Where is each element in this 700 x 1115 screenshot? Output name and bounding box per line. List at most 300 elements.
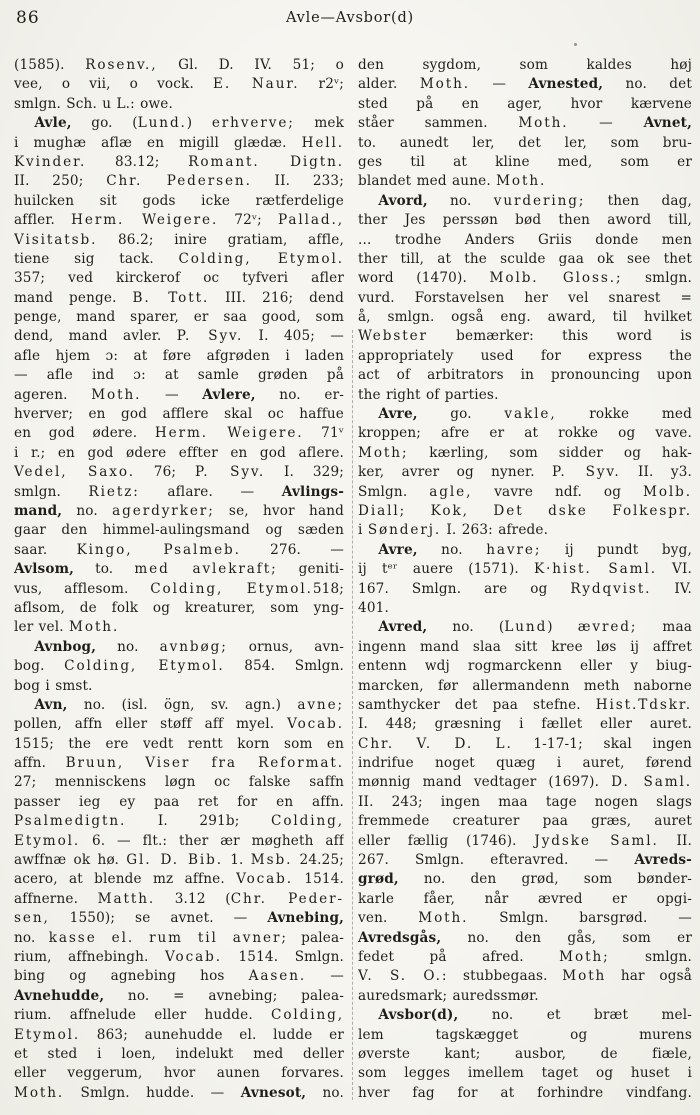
text-segment: sen, [14, 910, 50, 927]
text-segment: smlgn. [622, 270, 692, 287]
text-line [14, 541, 344, 560]
text-segment: no. [14, 929, 49, 946]
text-line [14, 250, 344, 269]
headword: Avre, [378, 541, 418, 558]
text-line [14, 948, 344, 967]
text-segment: go. [417, 406, 505, 423]
text-line [14, 231, 344, 250]
text-segment: to. [74, 561, 135, 578]
text-segment: Colding, Etymol. [64, 658, 225, 675]
text-segment: II. [658, 832, 692, 849]
text-segment: 276. — [240, 541, 345, 558]
text-segment: Vocab. [165, 948, 222, 965]
text-segment: Rietz: [88, 483, 140, 500]
text-line [358, 366, 692, 385]
text-segment: som legges imellem taget og huset i [358, 1065, 692, 1082]
text-line [14, 308, 344, 327]
text-segment: 83.12; [86, 153, 189, 170]
text-line [14, 793, 344, 812]
text-line [14, 269, 344, 288]
headword: Avred, [378, 619, 428, 636]
text-line [358, 1026, 692, 1045]
text-segment: Smlgn. hudde. — [64, 1084, 241, 1101]
text-segment: B. Tott. [132, 289, 210, 306]
text-line [14, 521, 344, 540]
text-segment: se, hvor hand [214, 502, 344, 519]
text-line [14, 502, 344, 521]
text-segment: Aasen. [248, 968, 307, 985]
headword: Avord, [378, 192, 428, 209]
text-segment: Smlgn. [358, 483, 430, 500]
text-columns [14, 56, 692, 1103]
text-segment: 1-17-1; skal ingen [512, 735, 692, 752]
headword: Avlings- [281, 483, 345, 500]
text-segment: Psalmedigtn. [14, 813, 127, 830]
text-segment: affnerne. [14, 890, 98, 907]
text-line [14, 75, 344, 94]
text-segment: Moth. [69, 619, 120, 636]
text-line [358, 289, 692, 308]
text-line [358, 114, 692, 133]
headword: Avnebing, [267, 910, 345, 927]
text-line [14, 967, 344, 986]
text-segment: Etymol. [14, 1026, 81, 1043]
text-line [358, 269, 692, 288]
text-segment: indrifue noget quæg i auret, førend [358, 755, 692, 772]
text-segment: hverver; en god afflere skal oc haffue [14, 406, 345, 423]
text-segment: Moth; [559, 948, 610, 965]
text-line [14, 114, 344, 133]
text-segment: Webster [358, 328, 428, 345]
text-segment: II. 250; [14, 173, 107, 190]
text-segment: no. den grød, som bønder- [398, 871, 692, 888]
text-segment: E. Naur. [213, 76, 300, 93]
text-segment: vurdering; [493, 192, 586, 209]
text-segment: Moth [562, 968, 607, 985]
text-segment: — [141, 386, 203, 403]
text-segment: mønnig mand vedtager (1697). [358, 774, 612, 791]
text-segment: word (1470). [358, 270, 490, 287]
headword: Avreds- [634, 852, 692, 869]
headword: Avnet, [643, 115, 692, 132]
text-segment: Vocab. [287, 716, 345, 733]
text-segment: acero, at blende mz affne. [14, 871, 237, 888]
text-segment: afle hjem ɔ: at føre afgrøden i laden [14, 347, 345, 364]
text-segment: 86.2; inire gratiam, affle, [97, 231, 345, 248]
text-segment: penge, mand sparer, er saa good, som [14, 309, 345, 326]
text-segment: Kingo, Psalmeb. [76, 541, 241, 558]
text-line [14, 386, 344, 405]
text-segment: tiene sig tack. [14, 250, 179, 267]
text-line [14, 812, 344, 831]
text-segment: 357; ved kirckerof oc tyfveri afler [14, 270, 345, 287]
text-line [358, 987, 692, 1006]
text-line [14, 715, 344, 734]
text-segment: erhverve; [211, 115, 295, 132]
text-segment: hver fag for at forhindre vindfang. [358, 1084, 692, 1101]
text-segment: har også [606, 968, 692, 985]
text-segment: aflare. — [139, 483, 282, 500]
text-segment: Moth. [518, 115, 569, 132]
text-segment: auredsmark; auredssmør. [358, 987, 539, 1004]
text-segment: Jydske Saml. [534, 832, 659, 849]
text-segment: ståer sammen. [358, 115, 519, 132]
text-segment: — afle ind ɔ: at samle grøden på [14, 367, 345, 384]
text-segment: no. [96, 638, 160, 655]
headword: Avsbor(d), [378, 1007, 459, 1024]
text-segment: mek [294, 115, 345, 132]
text-segment: kasse el. rum til avner; [48, 929, 288, 946]
text-segment: appropriately used for express the [358, 347, 692, 364]
text-segment: øverste kant; ausbor, de fiæle, [358, 1045, 692, 1062]
text-segment: 1515; the ere vedt rentt korn som en [14, 735, 345, 752]
text-segment: Rosenv., [85, 57, 158, 73]
text-line [358, 347, 692, 366]
text-segment: no. et bræt mel- [458, 1007, 692, 1024]
text-line [358, 696, 692, 715]
text-segment: no. [417, 541, 487, 558]
running-title: Avle—Avsbor(d) [285, 10, 415, 26]
text-segment: ... trodhe Anders Griis donde men [358, 231, 692, 248]
text-segment: stubbegaas. [448, 968, 563, 985]
text-segment: blandet med aune. [358, 173, 497, 190]
text-segment: den sygdom, som kaldes høj [358, 57, 692, 73]
text-segment: saar. [14, 541, 77, 558]
text-segment: eller veggerum, hvor aunen forvares. [14, 1065, 345, 1082]
text-segment: affler. [14, 212, 72, 229]
text-line [358, 773, 692, 792]
text-segment: vus, afflesom. [14, 580, 151, 597]
scan-speck [574, 43, 577, 46]
text-segment: I. 291b; [126, 813, 272, 830]
text-line [358, 754, 692, 773]
text-segment: fedet på afred. [358, 948, 560, 965]
text-segment: P. Syv. [176, 328, 244, 345]
text-segment: vavre ndf. og [472, 483, 643, 500]
text-line [358, 172, 692, 191]
text-segment: K·hist. Saml. [533, 561, 657, 578]
text-segment: 3.12 ( [155, 890, 231, 907]
text-line [14, 172, 344, 191]
text-segment: pollen, affn eller støff aff myel. [14, 716, 288, 733]
text-segment: Moth. [418, 910, 469, 927]
text-line [358, 1084, 692, 1103]
text-line [14, 735, 344, 754]
text-segment: 1550); se avnet. — [49, 910, 268, 927]
text-segment: II. 233; [251, 173, 344, 190]
text-segment: aflsom, de folk og kreaturer, som yng- [14, 599, 345, 616]
text-segment: rokke med [556, 406, 692, 423]
text-segment: ij pundt byg, [541, 541, 692, 558]
text-line [358, 638, 692, 657]
text-segment: palea- [287, 929, 345, 946]
text-line [14, 909, 344, 928]
text-segment: havre; [486, 541, 542, 558]
text-line [358, 909, 692, 928]
text-line [14, 870, 344, 889]
text-line [358, 599, 692, 618]
text-line [358, 192, 692, 211]
text-segment: Moth. [496, 173, 547, 190]
text-line [14, 56, 344, 75]
text-segment: Smlgn. barsgrød. — [468, 910, 692, 927]
text-line [14, 851, 344, 870]
text-segment: Kvinder. [14, 153, 87, 170]
text-line [14, 444, 344, 463]
text-segment: 267. Smlgn. efteravred. — [358, 852, 635, 869]
text-line [14, 424, 344, 443]
text-segment: 72ᵛ; [218, 212, 278, 229]
text-segment: ler vel. [14, 619, 70, 636]
text-segment: 1514. [293, 871, 344, 888]
text-line [358, 832, 692, 851]
text-segment: — [568, 115, 644, 132]
text-line [358, 95, 692, 114]
text-segment: alder. [358, 76, 420, 93]
text-segment: Visitatsb. [14, 231, 98, 248]
text-line [358, 250, 692, 269]
page-header [0, 6, 700, 36]
text-segment: ges til at kline med, som er [358, 153, 692, 170]
text-segment: II. 243; ingen maa tage nogen slags [358, 793, 692, 810]
headword: Avnested, [528, 76, 604, 93]
text-line [14, 347, 344, 366]
text-segment: I. 405; — [243, 328, 345, 345]
text-segment: eller fællig (1746). [358, 832, 535, 849]
text-segment: mand penge. [14, 289, 133, 306]
text-line [14, 580, 344, 599]
text-line [358, 502, 692, 521]
text-segment: no. [427, 192, 494, 209]
text-segment: geniti- [277, 561, 344, 578]
text-line [358, 735, 692, 754]
text-segment: V. S. O.: [358, 968, 449, 985]
text-line [358, 211, 692, 230]
headword: Avredsgås, [358, 929, 442, 946]
text-segment: i [358, 522, 368, 539]
text-line [358, 812, 692, 831]
text-line [358, 521, 692, 540]
text-line [358, 231, 692, 250]
text-segment: ) [186, 115, 212, 132]
text-segment: I. 263: afrede. [441, 522, 549, 539]
text-line [358, 541, 692, 560]
text-line [14, 327, 344, 346]
headword: Avnbog, [34, 638, 97, 655]
text-line [14, 696, 344, 715]
text-segment: r2ᵛ; [299, 76, 345, 93]
text-segment: Pallad., [277, 212, 344, 229]
text-segment: gaar den himmel-aulingsmand og sæden [14, 522, 345, 539]
headword: Avre, [378, 406, 418, 423]
text-segment: Gl. D. Bib. [126, 852, 223, 869]
text-line [358, 56, 692, 75]
text-segment: Hist.Tdskr. [595, 696, 692, 713]
text-segment: agle, [429, 483, 473, 500]
text-line [14, 1026, 344, 1045]
text-line [358, 870, 692, 889]
text-segment: Vocab. [236, 871, 294, 888]
text-segment: agerdyrker; [112, 502, 215, 519]
text-line [14, 832, 344, 851]
text-segment: smlgn. Sch. u L.: owe. [14, 95, 174, 112]
text-segment: ther Jes perssøn bød then aword till, [358, 212, 692, 229]
text-line [14, 773, 344, 792]
text-segment: smlgn. [14, 483, 89, 500]
text-line [358, 618, 692, 637]
text-segment: Colding, Etymol. [178, 250, 345, 267]
text-segment: sted på en ager, hvor kærvene [358, 95, 692, 112]
text-segment: Chr. Peder- [230, 890, 345, 907]
text-segment: Herm. Weigere. [71, 212, 219, 229]
text-segment: Romant. Digtn. [188, 153, 345, 170]
headword: Avlsom, [14, 561, 75, 578]
text-segment: Msb. [250, 852, 293, 869]
text-segment: 24.25; [292, 852, 345, 869]
text-segment: bog i smst. [14, 677, 93, 694]
left-column [14, 56, 344, 1103]
text-segment: Lund [504, 619, 548, 636]
text-segment: ævred; [577, 619, 638, 636]
text-line [358, 1006, 692, 1025]
text-segment: 27; mennisckens løgn oc falske saffn [14, 774, 345, 791]
text-line [14, 618, 344, 637]
text-segment: 167. Smlgn. are og [358, 580, 571, 597]
text-segment: i r.; en god ødere effter en god aflere. [14, 444, 345, 461]
headword: Avnehudde, [14, 987, 105, 1004]
text-line [14, 405, 344, 424]
text-segment: I. 329; [265, 464, 345, 481]
text-line [14, 211, 344, 230]
text-segment: ther till, at the sculde gaa ok see thet [358, 250, 692, 267]
text-segment: ornus, avn- [227, 638, 345, 655]
text-line [358, 444, 692, 463]
text-segment: no. (isl. ögn, sv. agn.) [67, 696, 298, 713]
text-segment: Etymol. [14, 832, 81, 849]
page-number: 86 [16, 8, 40, 28]
text-segment: 518; [312, 580, 345, 597]
text-segment: the right of parties. [358, 386, 499, 403]
text-segment: II. y3. [620, 464, 692, 481]
text-line [14, 463, 344, 482]
text-segment: ven. [358, 910, 419, 927]
text-line [358, 386, 692, 405]
text-segment: no. den gås, som er [441, 929, 692, 946]
text-segment: avne; [297, 696, 345, 713]
text-segment: to. aunedt ler, det ler, som bru- [358, 134, 692, 151]
text-line [14, 366, 344, 385]
text-line [14, 929, 344, 948]
text-line [358, 677, 692, 696]
text-segment: act of arbitrators in pronouncing upon [358, 367, 692, 384]
text-segment: rium. affnelude eller hudde. [14, 1007, 272, 1024]
text-segment: 71ᵛ [303, 425, 344, 442]
text-line [14, 1084, 344, 1103]
text-segment: dend, mand avler. [14, 328, 177, 345]
text-segment: Moth; [358, 444, 409, 461]
text-line [14, 1064, 344, 1083]
text-segment: Colding, [271, 813, 345, 830]
text-segment: VI. [656, 561, 692, 578]
text-segment: Vedel, Saxo. [14, 464, 135, 481]
text-line [14, 289, 344, 308]
text-line [358, 463, 692, 482]
text-segment: vee, o vii, o vock. [14, 76, 214, 93]
text-line [14, 134, 344, 153]
text-line [358, 424, 692, 443]
text-line [358, 134, 692, 153]
text-segment: 76; [134, 464, 195, 481]
text-segment: Rydqvist. [570, 580, 652, 597]
text-line [14, 657, 344, 676]
headword: Avlere, [202, 386, 256, 403]
text-segment: go. ( [71, 115, 138, 132]
text-line [14, 599, 344, 618]
text-segment: bemærker: this word is [427, 328, 692, 345]
text-segment: kroppen; afre er at rokke og vave. [358, 425, 692, 442]
text-segment: 1. [223, 852, 251, 869]
headword: mand, [14, 502, 63, 519]
text-segment: I. 448; græsning i fællet eller auret. [358, 716, 692, 733]
text-line [14, 192, 344, 211]
text-segment: 1514. Smlgn. [221, 948, 345, 965]
text-line [358, 793, 692, 812]
text-line [358, 75, 692, 94]
text-segment: Diall; Kok, Det dske Folkespr. [358, 502, 692, 519]
text-line [14, 987, 344, 1006]
headword: grød, [358, 871, 399, 888]
text-line [358, 851, 692, 870]
text-line [14, 560, 344, 579]
text-segment: no. det [603, 76, 692, 93]
text-segment: Molb. Gloss.; [489, 270, 623, 287]
text-segment: kærling, som sidder og hak- [408, 444, 692, 461]
text-segment: Chr. V. D. L. [358, 735, 513, 752]
text-segment: Colding, Etymol. [150, 580, 313, 597]
text-line [14, 890, 344, 909]
text-segment: 863; aunehudde el. ludde er [80, 1026, 345, 1043]
text-segment: ageren. [14, 386, 92, 403]
text-segment: 401. [358, 599, 389, 616]
text-line [358, 1064, 692, 1083]
text-line [358, 308, 692, 327]
text-segment: (1585). [14, 57, 86, 73]
text-line [358, 483, 692, 502]
text-line [358, 715, 692, 734]
text-line [358, 890, 692, 909]
text-line [358, 405, 692, 424]
text-segment: fremmede creaturer paa græs, auret [358, 813, 692, 830]
text-segment: å, smlgn. også eng. award, til hvilket [358, 309, 692, 326]
text-line [14, 754, 344, 773]
text-segment: karle fåer, når ævred er opgi- [358, 890, 692, 907]
text-segment: Matth. [97, 890, 156, 907]
text-segment: Colding, [271, 1007, 345, 1024]
text-segment: Lund. [137, 115, 187, 132]
text-line [358, 153, 692, 172]
text-line [358, 327, 692, 346]
text-segment: Moth. [14, 1084, 65, 1101]
text-segment: IV. [651, 580, 692, 597]
text-segment: Hell. [301, 134, 345, 151]
headword: Avnesot, [240, 1084, 307, 1101]
text-segment: then dag, [585, 192, 692, 209]
text-segment: Molb. [643, 483, 692, 500]
text-segment: D. Saml. [611, 774, 692, 791]
text-segment: bing og agnebing hos [14, 968, 249, 985]
text-segment: — [306, 968, 345, 985]
text-segment: Moth. [91, 386, 142, 403]
